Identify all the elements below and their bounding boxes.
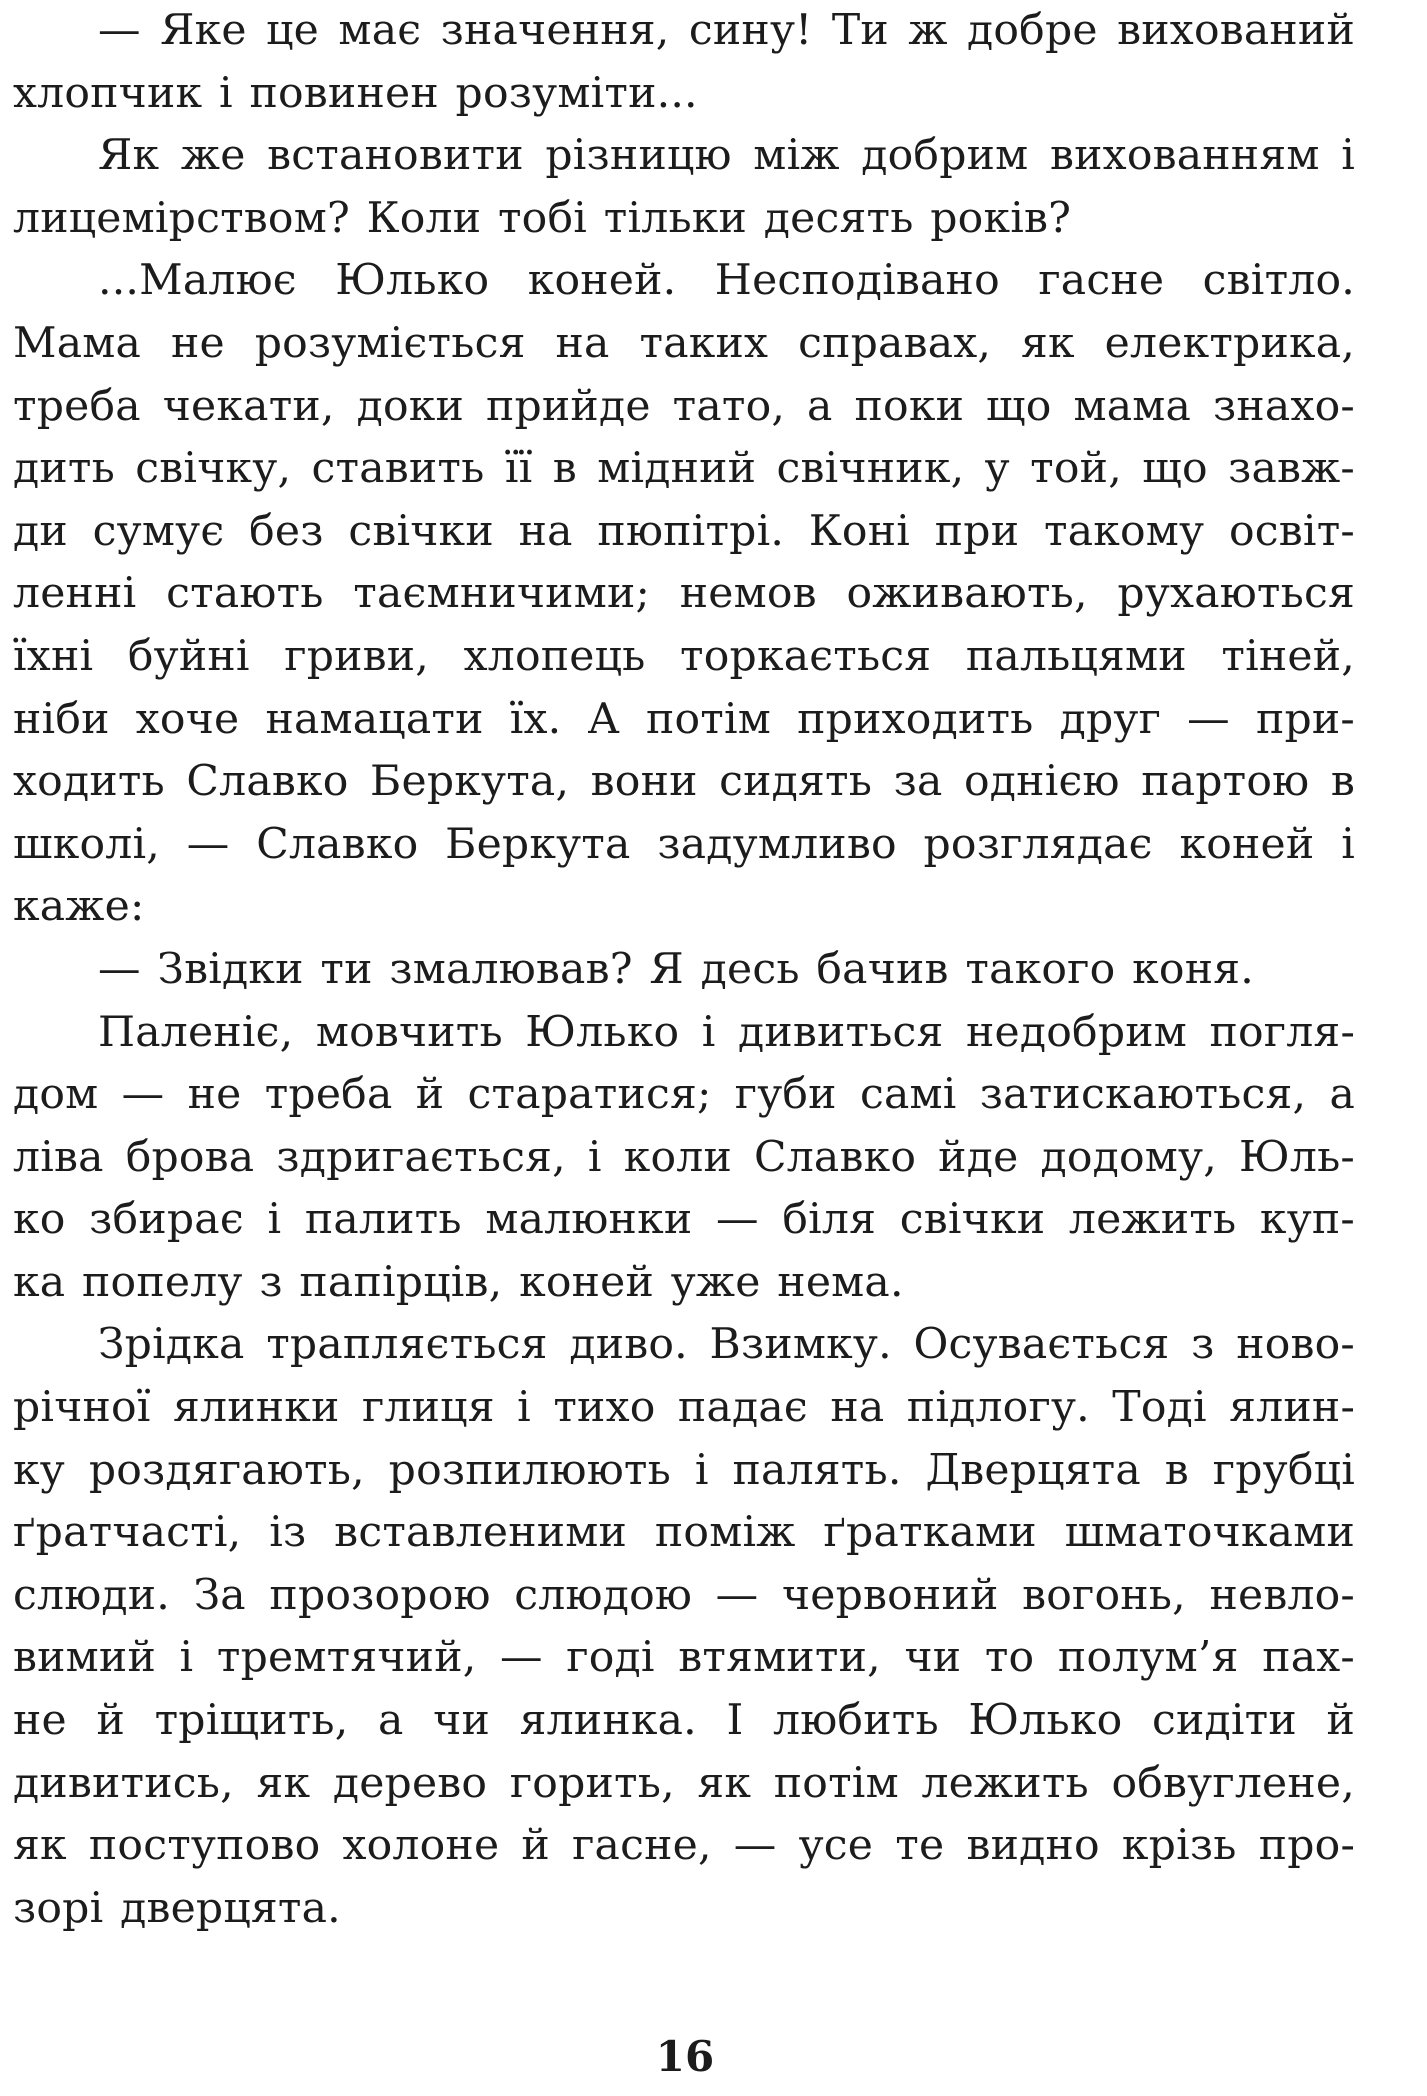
text-line: ґратчасті, із вставленими поміж ґратками шматочками — [13, 1508, 1355, 1558]
text-line: дить свічку, ставить її в мідний свічник, у той, що завж- — [13, 444, 1355, 494]
text-line: ходить Славко Беркута, вони сидять за однією партою в — [13, 757, 1355, 807]
page-number: 16 — [655, 2032, 715, 2081]
text-line: річної ялинки глиця і тихо падає на підлогу. Тоді ялин- — [13, 1383, 1355, 1433]
text-line: — Яке це має значення, сину! Ти ж добре вихований — [98, 6, 1355, 55]
text-line: Зрідка трапляється диво. Взимку. Осувається з ново- — [98, 1320, 1355, 1370]
text-line: ...Малює Юлько коней. Несподівано гасне світло. — [98, 256, 1355, 306]
text-line: ніби хоче намацати їх. А потім приходить друг — при- — [13, 694, 1355, 744]
text-line: Мама не розуміється на таких справах, як електрика, — [13, 318, 1355, 368]
text-line: треба чекати, доки прийде тато, а поки що мама знахо- — [13, 381, 1355, 431]
text-line: каже: — [13, 882, 145, 932]
text-line: вимий і тремтячий, — годі втямити, чи то полум’я пах- — [13, 1633, 1355, 1683]
text-line: ди сумує без свічки на пюпітрі. Коні при такому освіт- — [13, 506, 1355, 556]
text-line: дивитись, як дерево горить, як потім лежить обвуглене, — [13, 1758, 1355, 1808]
text-line: слюди. За прозорою слюдою — червоний вогонь, невло- — [13, 1570, 1355, 1620]
text-line: ка попелу з папірців, коней уже нема. — [13, 1257, 904, 1307]
text-line: зорі дверцята. — [13, 1883, 341, 1933]
page-text — [13, 0, 1355, 1940]
text-line: лицемірством? Коли тобі тільки десять років? — [13, 193, 1072, 243]
text-line: їхні буйні гриви, хлопець торкається пальцями тіней, — [13, 631, 1355, 681]
text-line: — Звідки ти змалював? Я десь бачив такого коня. — [98, 944, 1254, 994]
text-line: не й тріщить, а чи ялинка. І любить Юлько сидіти й — [13, 1696, 1355, 1746]
text-line: як поступово холоне й гасне, — усе те видно крізь про- — [13, 1821, 1355, 1871]
text-line: дом — не треба й старатися; губи самі затискаються, а — [13, 1070, 1355, 1120]
text-line: ко збирає і палить малюнки — біля свічки лежить куп- — [13, 1195, 1355, 1245]
text-line: школі, — Славко Беркута задумливо розглядає коней і — [13, 819, 1355, 869]
text-line: ку роздягають, розпилюють і палять. Дверцята в грубці — [13, 1445, 1355, 1495]
text-line: ліва брова здригається, і коли Славко йде додому, Юль- — [13, 1132, 1355, 1182]
text-line: ленні стають таємничими; немов оживають, рухаються — [13, 569, 1355, 619]
text-line: хлопчик і повинен розуміти... — [13, 68, 698, 118]
text-line: Паленіє, мовчить Юлько і дивиться недобрим погля- — [98, 1007, 1355, 1057]
text-line: Як же встановити різницю між добрим вихованням і — [98, 131, 1355, 181]
